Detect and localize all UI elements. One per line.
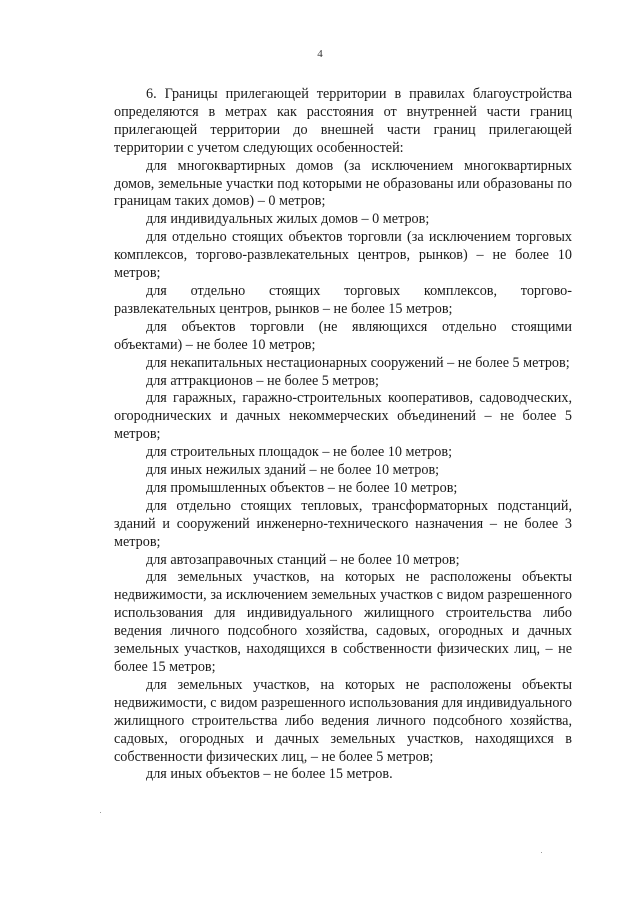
list-item: для индивидуальных жилых домов – 0 метров; bbox=[146, 211, 430, 228]
scan-artifact bbox=[541, 852, 542, 853]
document-body bbox=[114, 86, 572, 784]
list-item: для отдельно стоящих торговых комплексов, торгово-развлекательных центров, рынков – не более 15 метров; bbox=[114, 282, 572, 317]
list-item: для земельных участков, на которых не расположены объекты недвижимости, с видом разрешенного использования для индивидуального жилищного строительства либо ведения личного подсобного хозяйства, садовых, огородных и дачных земельных участков, находящихся в собственности физических лиц, – не более 5 метров; bbox=[114, 676, 572, 765]
list-item: для иных объектов – не более 15 метров. bbox=[146, 766, 393, 783]
list-item: для земельных участков, на которых не расположены объекты недвижимости, за исключением земельных участков с видом разрешенного использования для индивидуального жилищного строительства либо ведения личного подсобного хозяйства, садовых, огородных и дачных земельных участков, находящихся в собственности физических лиц, – не более 15 метров; bbox=[114, 569, 572, 675]
list-item: для иных нежилых зданий – не более 10 метров; bbox=[146, 462, 440, 479]
list-item: для некапитальных нестационарных сооружений – не более 5 метров; bbox=[146, 354, 570, 371]
list-item: для гаражных, гаражно-строительных кооперативов, садоводческих, огороднических и дачных некоммерческих объединений – не более 5 метров; bbox=[114, 390, 572, 443]
list-item: для промышленных объектов – не более 10 метров; bbox=[146, 479, 458, 496]
list-item: для отдельно стоящих тепловых, трансформаторных подстанций, зданий и сооружений инженерно-технического назначения – не более 3 метров; bbox=[114, 497, 572, 550]
list-item: для автозаправочных станций – не более 10 метров; bbox=[146, 551, 460, 568]
list-item: для отдельно стоящих объектов торговли (за исключением торговых комплексов, торгово-развлекательных центров, рынков) – не более 10 метров; bbox=[114, 229, 572, 282]
scan-artifact bbox=[100, 812, 101, 813]
paragraph-intro: 6. Границы прилегающей территории в правилах благоустройства определяются в метрах как расстояния от внутренней части границ прилегающей территории до внешней части границ прилегающей территории с учетом следующих особенностей: bbox=[114, 86, 572, 156]
page-number: 4 bbox=[317, 48, 323, 60]
list-item: для строительных площадок – не более 10 метров; bbox=[146, 444, 453, 461]
list-item: для объектов торговли (не являющихся отдельно стоящими объектами) – не более 10 метров; bbox=[114, 318, 572, 353]
list-item: для многоквартирных домов (за исключением многоквартирных домов, земельные участки под которыми не образованы или образованы по границам таких домов) – 0 метров; bbox=[114, 157, 572, 210]
list-item: для аттракционов – не более 5 метров; bbox=[146, 372, 379, 389]
